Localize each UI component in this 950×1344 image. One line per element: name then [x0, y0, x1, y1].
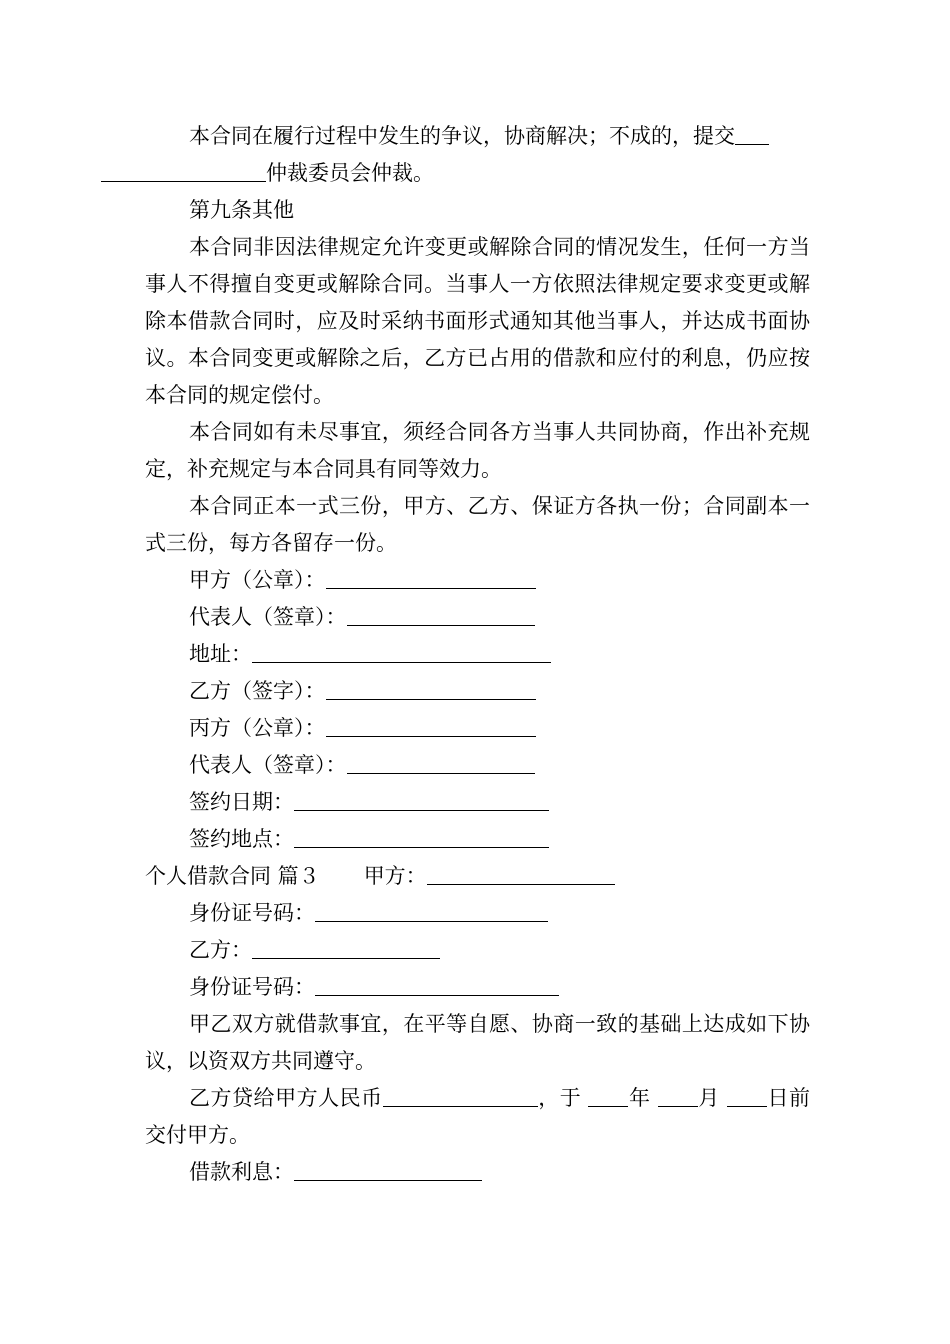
- signature-place: [145, 821, 810, 858]
- contract-3-loan-text-1: 乙方贷给甲方人民币: [189, 1086, 383, 1110]
- contract-3-id-a-blank: [315, 897, 548, 922]
- document-body: [145, 118, 810, 1191]
- contract-3-interest-blank: [294, 1156, 482, 1181]
- contract-3-party-a-label: 甲方：: [363, 864, 427, 888]
- contract-3-interest-label: 借款利息：: [189, 1160, 294, 1184]
- signature-date: [145, 784, 810, 821]
- signature-rep-c-blank: [347, 749, 535, 774]
- signature-party-a: [145, 562, 810, 599]
- signature-party-b-blank: [326, 675, 536, 700]
- signature-party-c-label: 丙方（公章）：: [189, 716, 326, 740]
- signature-party-b-label: 乙方（签字）：: [189, 679, 326, 703]
- signature-address-blank: [252, 638, 551, 663]
- signature-rep-a-label: 代表人（签章）：: [189, 605, 347, 629]
- signature-rep-c-label: 代表人（签章）：: [189, 753, 347, 777]
- contract-3-year-label: 年: [628, 1086, 651, 1110]
- contract-3-id-b: [145, 969, 810, 1006]
- arbitration-clause: [145, 118, 810, 192]
- contract-3-id-b-blank: [315, 971, 559, 996]
- contract-3-day-label: 日: [766, 1086, 789, 1110]
- contract-3-loan-clause: [145, 1080, 810, 1154]
- contract-3-month-label: 月: [697, 1086, 720, 1110]
- signature-rep-c: [145, 747, 810, 784]
- signature-party-a-label: 甲方（公章）：: [189, 568, 326, 592]
- signature-party-c: [145, 710, 810, 747]
- contract-3-party-b-label: 乙方：: [189, 938, 252, 962]
- article-9-title: 第九条其他: [189, 198, 294, 222]
- contract-3-agreement: 甲乙双方就借款事宜，在平等自愿、协商一致的基础上达成如下协议，以资双方共同遵守。: [145, 1012, 810, 1073]
- contract-3-day-blank: [727, 1082, 767, 1107]
- signature-date-label: 签约日期：: [189, 790, 294, 814]
- signature-rep-a-blank: [347, 601, 535, 626]
- signature-date-blank: [294, 786, 549, 811]
- contract-3-amount-blank: [383, 1082, 538, 1107]
- contract-3-year-blank: [588, 1082, 628, 1107]
- contract-3-heading-line: [145, 858, 810, 895]
- paragraph-supplement: 本合同如有未尽事宜，须经合同各方当事人共同协商，作出补充规定，补充规定与本合同具有同等效力。: [145, 420, 810, 481]
- contract-3-party-b-blank: [252, 934, 440, 959]
- signature-place-label: 签约地点：: [189, 827, 294, 851]
- arbitration-blank-2: [101, 157, 266, 182]
- paragraph-change: 本合同非因法律规定允许变更或解除合同的情况发生，任何一方当事人不得擅自变更或解除合同。当事人一方依照法律规定要求变更或解除本借款合同时，应及时采纳书面形式通知其他当事人，并达成书面协议。本合同变更或解除之后，乙方已占用的借款和应付的利息，仍应按本合同的规定偿付。: [145, 235, 810, 407]
- signature-party-b: [145, 673, 810, 710]
- signature-party-a-blank: [326, 564, 536, 589]
- signature-place-blank: [294, 823, 549, 848]
- contract-3-id-a: [145, 895, 810, 932]
- contract-3-month-blank: [658, 1082, 698, 1107]
- signature-address: [145, 636, 810, 673]
- arbitration-text-2: 仲裁委员会仲裁。: [266, 161, 434, 185]
- contract-3-loan-text-3: 前交付甲方。: [145, 1086, 810, 1147]
- signature-party-c-blank: [326, 712, 536, 737]
- contract-3-interest: [145, 1154, 810, 1191]
- contract-3-loan-text-2: ，于: [537, 1086, 582, 1110]
- signature-rep-a: [145, 599, 810, 636]
- arbitration-text-1: 本合同在履行过程中发生的争议，协商解决；不成的，提交: [189, 124, 735, 148]
- contract-3-party-b: [145, 932, 810, 969]
- contract-3-party-a-blank: [427, 860, 615, 885]
- contract-3-id-a-label: 身份证号码：: [189, 901, 315, 925]
- signature-address-label: 地址：: [189, 642, 252, 666]
- paragraph-copies: 本合同正本一式三份，甲方、乙方、保证方各执一份；合同副本一式三份，每方各留存一份。: [145, 494, 810, 555]
- contract-3-heading: 个人借款合同 篇３: [145, 864, 320, 888]
- contract-3-id-b-label: 身份证号码：: [189, 975, 315, 999]
- arbitration-blank-1: [735, 120, 769, 145]
